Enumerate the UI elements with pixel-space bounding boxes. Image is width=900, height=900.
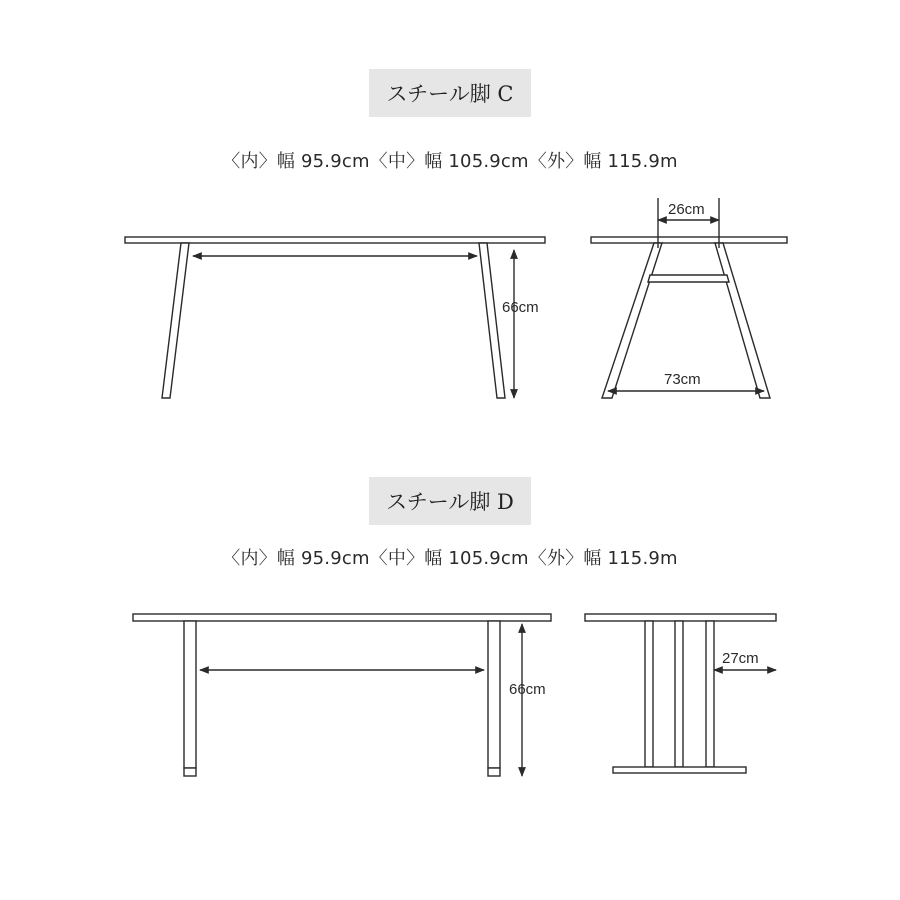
leg-c-top-width-label: 26cm: [668, 201, 705, 218]
crossbar: [648, 275, 729, 282]
side-tabletop: [591, 237, 787, 243]
d-tabletop: [133, 614, 551, 621]
leg-d-height-label: 66cm: [509, 681, 546, 698]
d-right-leg: [488, 621, 500, 768]
d-right-foot: [488, 768, 500, 776]
tabletop: [125, 237, 545, 243]
leg-c-title-text: スチール脚 C: [386, 82, 514, 106]
leg-d-title: [369, 477, 531, 525]
d-left-foot: [184, 768, 196, 776]
d-side-tabletop: [585, 614, 776, 621]
side-right-leg: [715, 243, 770, 398]
leg-c-widths: 〈内〉幅 95.9cm〈中〉幅 105.9cm〈外〉幅 115.9m: [222, 151, 678, 172]
leg-c-height-label: 66cm: [502, 299, 539, 316]
leg-c-front-view: [125, 237, 545, 398]
leg-c-bottom-width-label: 73cm: [664, 371, 701, 388]
left-leg: [162, 243, 189, 398]
d-side-leg-3: [706, 621, 714, 767]
leg-c-side-view: [591, 198, 787, 398]
d-side-leg-1: [645, 621, 653, 767]
leg-d-title-text: スチール脚 D: [386, 490, 514, 514]
d-left-leg: [184, 621, 196, 768]
d-side-base: [613, 767, 746, 773]
leg-d-front-view: [133, 614, 551, 776]
d-side-leg-2: [675, 621, 683, 767]
leg-d-widths: 〈内〉幅 95.9cm〈中〉幅 105.9cm〈外〉幅 115.9m: [222, 548, 678, 569]
leg-d-depth-label: 27cm: [722, 650, 759, 667]
leg-d-side-view: [585, 614, 776, 773]
side-left-leg: [602, 243, 662, 398]
right-leg: [479, 243, 505, 398]
